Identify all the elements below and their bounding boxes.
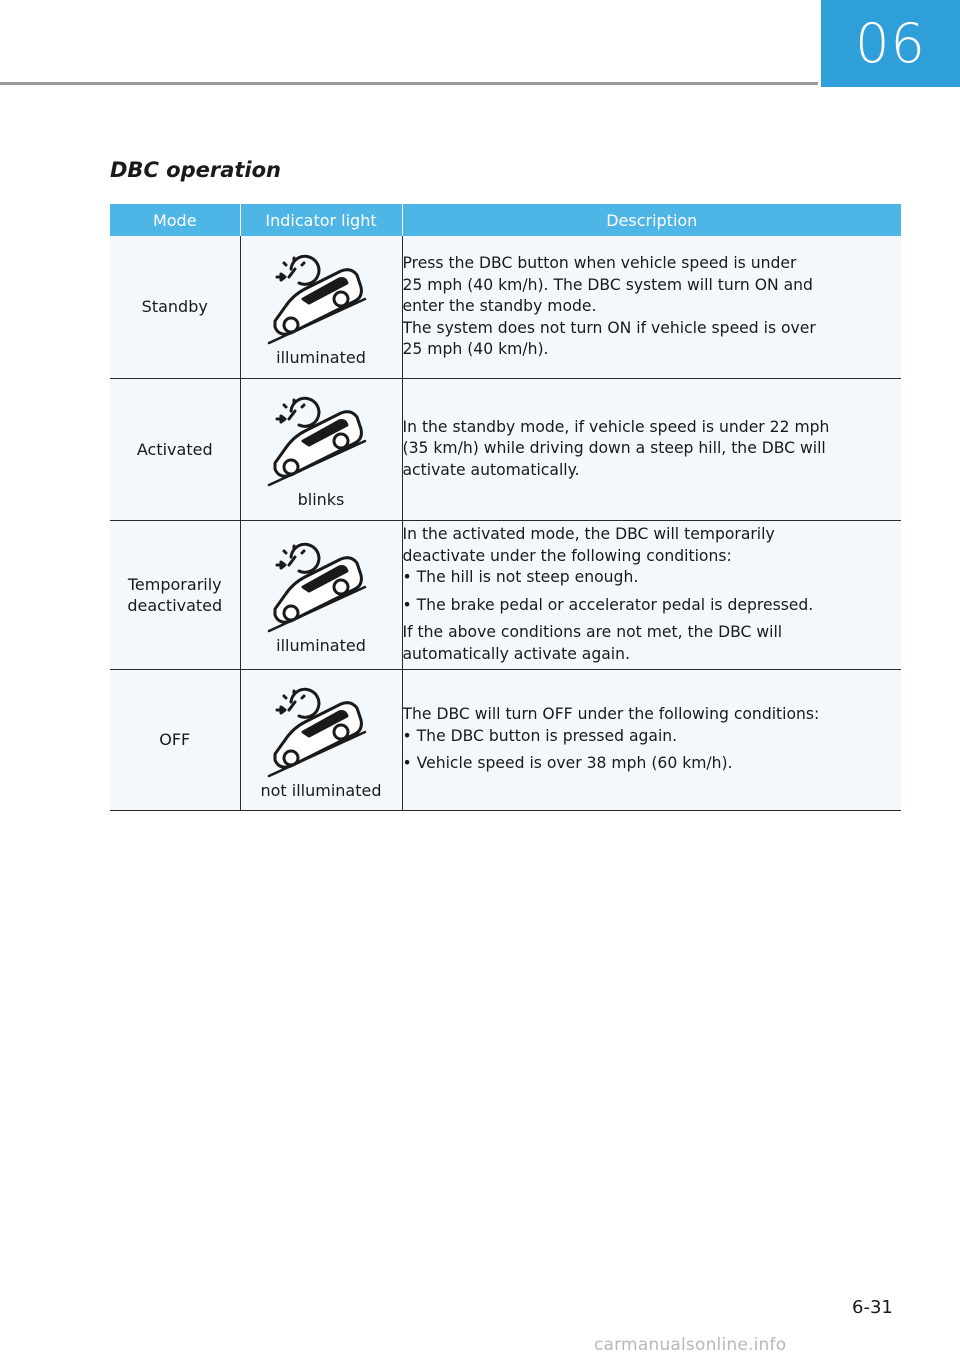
dbc-operation-table: [110, 204, 901, 811]
description-line: enter the standby mode.: [402, 297, 597, 315]
dbc-indicator-icon: [261, 535, 381, 635]
description-cell: [402, 520, 901, 669]
description-cell: [402, 669, 901, 810]
dbc-indicator-icon: [261, 389, 381, 489]
indicator-cell: [240, 378, 402, 520]
description-line: In the activated mode, the DBC will temporarily: [402, 525, 775, 543]
column-header-indicator-light: Indicator light: [240, 204, 402, 236]
description-line: deactivate under the following conditions:: [402, 546, 732, 565]
table-row: [110, 669, 901, 810]
description-line: If the above conditions are not met, the DBC will: [402, 623, 783, 641]
page-number: 6-31: [852, 1297, 893, 1318]
table-row: [110, 378, 901, 520]
light-state-label: illuminated: [276, 635, 366, 655]
description-line: Press the DBC button when vehicle speed is under: [402, 254, 797, 272]
watermark: carmanualsonline.info: [594, 1335, 787, 1355]
description-cell: [402, 378, 901, 520]
mode-cell: [110, 520, 240, 669]
mode-cell: [110, 669, 240, 810]
mode-label: OFF: [159, 730, 191, 749]
description-line: 25 mph (40 km/h). The DBC system will turn ON and: [402, 275, 813, 294]
mode-label: Temporarily: [127, 574, 222, 594]
description-line: In the standby mode, if vehicle speed is under 22 mph: [402, 417, 830, 436]
table-header-row: [110, 204, 901, 236]
description-line: activate automatically.: [402, 460, 580, 479]
description-line: The DBC will turn OFF under the following conditions:: [402, 705, 820, 724]
table-row: [110, 520, 901, 669]
description-line: (35 km/h) while driving down a steep hill, the DBC will: [402, 439, 826, 458]
mode-label: Activated: [136, 439, 213, 459]
description-line: The system does not turn ON if vehicle speed is over: [402, 318, 816, 337]
column-header-description: Description: [402, 204, 901, 236]
section-title: DBC operation: [110, 158, 282, 182]
description-line: 25 mph (40 km/h).: [402, 340, 549, 358]
dbc-indicator-icon: [261, 680, 381, 780]
bullet-item: • Vehicle speed is over 38 mph (60 km/h).: [403, 753, 902, 775]
bullet-item: • The brake pedal or accelerator pedal is depressed.: [403, 595, 902, 617]
indicator-cell: [240, 669, 402, 810]
mode-label: Standby: [141, 297, 208, 317]
dbc-indicator-icon: [261, 247, 381, 347]
table-row: [110, 236, 901, 378]
light-state-label: illuminated: [276, 347, 366, 367]
indicator-cell: [240, 520, 402, 669]
light-state-label: blinks: [297, 490, 345, 509]
header-rule: [0, 82, 818, 85]
mode-cell: [110, 378, 240, 520]
column-header-mode: Mode: [110, 204, 240, 236]
chapter-number: 06: [855, 12, 926, 75]
description-line: automatically activate again.: [402, 644, 630, 663]
mode-label: deactivated: [127, 595, 223, 615]
bullet-item: • The hill is not steep enough.: [403, 567, 902, 589]
description-cell: [402, 236, 901, 378]
mode-cell: [110, 236, 240, 378]
indicator-cell: [240, 236, 402, 378]
light-state-label: not illuminated: [260, 780, 382, 800]
chapter-tab: [821, 0, 960, 87]
bullet-item: • The DBC button is pressed again.: [403, 726, 902, 748]
